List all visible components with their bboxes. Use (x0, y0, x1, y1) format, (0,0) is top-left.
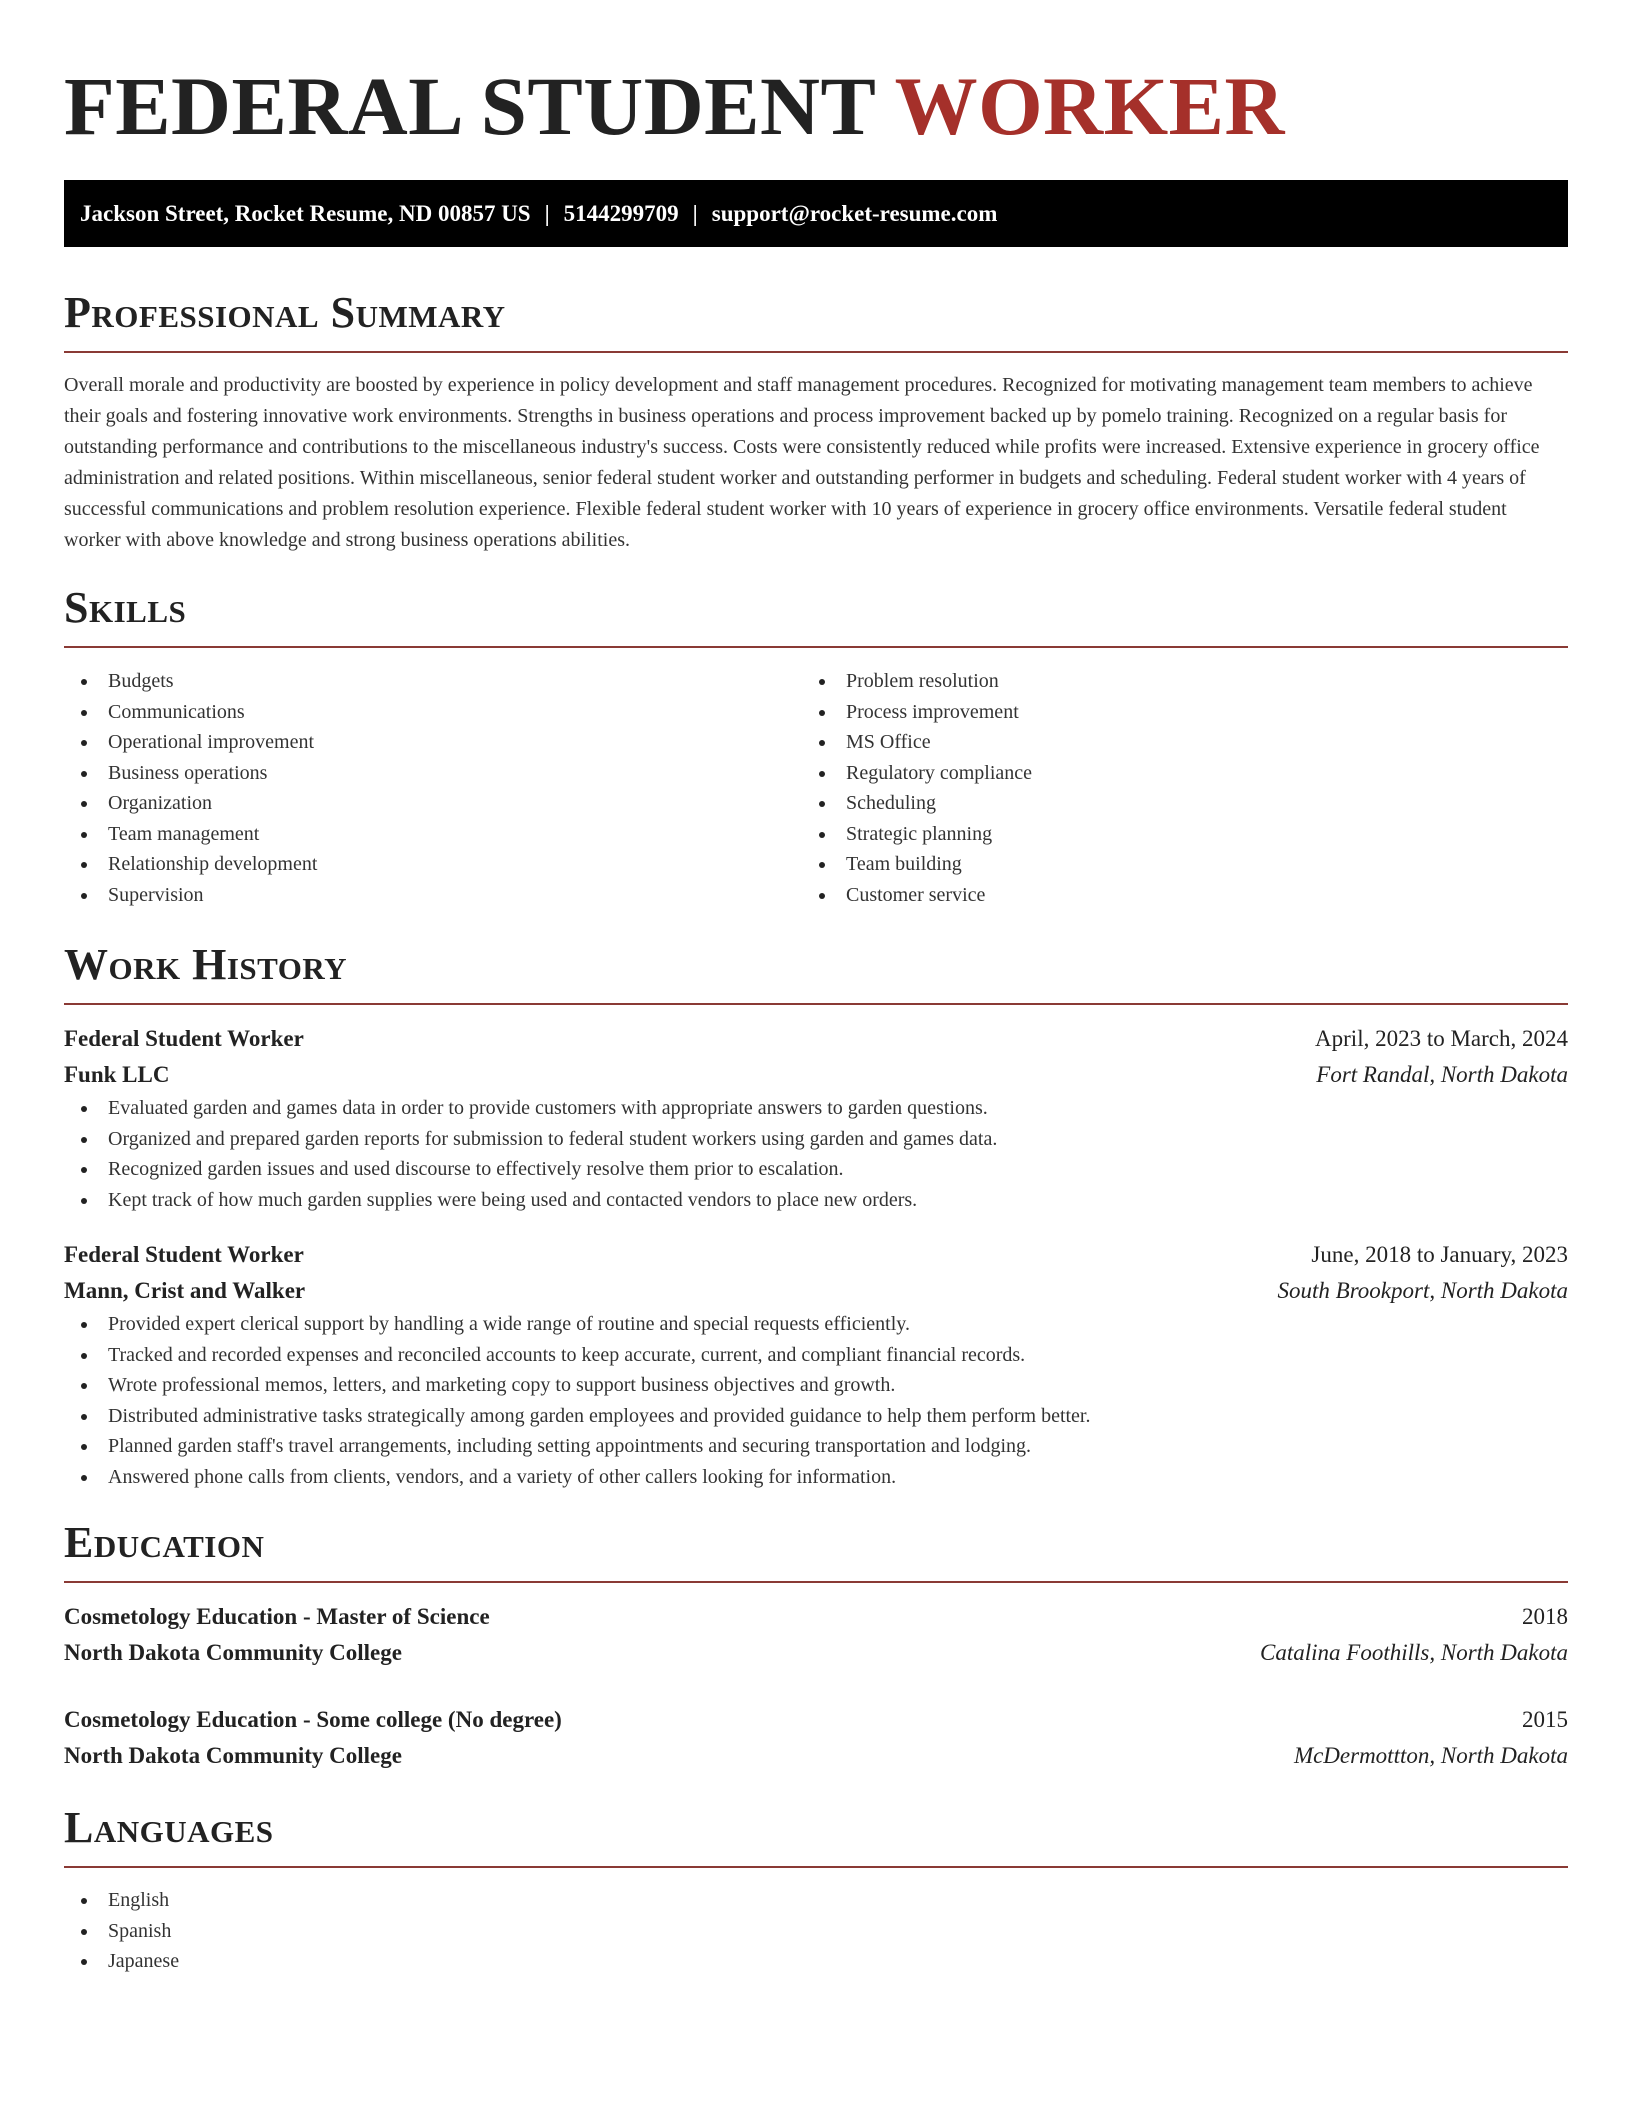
education-entry-header (64, 1702, 1568, 1738)
skill-item: Business operations (64, 758, 802, 789)
duty-item: Recognized garden issues and used discourse to effectively resolve them prior to escalation. (64, 1154, 1568, 1185)
languages-list (64, 1868, 1568, 1977)
job-title: Federal Student Worker (64, 1026, 304, 1051)
contact-separator: | (544, 201, 550, 226)
graduation-year: 2018 (1522, 1604, 1568, 1629)
company-name: Funk LLC (64, 1062, 170, 1087)
language-item: Spanish (64, 1916, 1568, 1947)
resume-name (64, 0, 1568, 152)
skill-item: Relationship development (64, 849, 802, 880)
skill-item: Team building (802, 849, 1540, 880)
education-entry-subheader (64, 1738, 1568, 1774)
education-entry (64, 1583, 1568, 1671)
degree-name: Cosmetology Education - Master of Science (64, 1604, 490, 1629)
language-item: English (64, 1885, 1568, 1916)
skill-item: Process improvement (802, 697, 1540, 728)
duty-item: Distributed administrative tasks strategically among garden employees and provided guidance to help them perform better. (64, 1401, 1568, 1432)
duty-item: Kept track of how much garden supplies were being used and contacted vendors to place new orders. (64, 1185, 1568, 1216)
work-heading: Work History (64, 940, 348, 989)
skill-item: Problem resolution (802, 666, 1540, 697)
skill-item: Communications (64, 697, 802, 728)
skill-item: Strategic planning (802, 819, 1540, 850)
skills-list-right (802, 666, 1540, 910)
school-location: McDermottton, North Dakota (1293, 1743, 1568, 1768)
skills-heading: Skills (64, 583, 187, 632)
language-item: Japanese (64, 1946, 1568, 1977)
contact-bar (64, 180, 1568, 247)
duty-item: Tracked and recorded expenses and reconciled accounts to keep accurate, current, and compliant financial records. (64, 1340, 1568, 1371)
name-last: WORKER (894, 60, 1285, 152)
duty-item: Wrote professional memos, letters, and marketing copy to support business objectives and growth. (64, 1370, 1568, 1401)
skill-item: Operational improvement (64, 727, 802, 758)
education-entry-subheader (64, 1635, 1568, 1671)
school-location: Catalina Foothills, North Dakota (1260, 1640, 1568, 1665)
duty-item: Organized and prepared garden reports for submission to federal student workers using garden and games data. (64, 1124, 1568, 1155)
work-entry (64, 1215, 1568, 1492)
school-name: North Dakota Community College (64, 1640, 402, 1665)
job-location: South Brookport, North Dakota (1277, 1278, 1568, 1303)
skill-item: Team management (64, 819, 802, 850)
job-dates: June, 2018 to January, 2023 (1311, 1242, 1568, 1267)
skill-item: Supervision (64, 880, 802, 911)
graduation-year: 2015 (1522, 1707, 1568, 1732)
skills-list-left (64, 666, 802, 910)
contact-phone: 5144299709 (563, 201, 679, 226)
contact-address: Jackson Street, Rocket Resume, ND 00857 US (80, 201, 531, 226)
skill-item: Regulatory compliance (802, 758, 1540, 789)
duty-item: Provided expert clerical support by handling a wide range of routine and special requests efficiently. (64, 1309, 1568, 1340)
education-entry (64, 1671, 1568, 1774)
duty-item: Evaluated garden and games data in order to provide customers with appropriate answers to garden questions. (64, 1093, 1568, 1124)
work-entry-subheader (64, 1273, 1568, 1309)
name-first: FEDERAL STUDENT (64, 60, 875, 152)
job-duties (64, 1093, 1568, 1215)
contact-email: support@rocket-resume.com (711, 201, 998, 226)
skills-grid (64, 648, 1568, 910)
work-entry-header (64, 1021, 1568, 1057)
skill-item: Customer service (802, 880, 1540, 911)
skill-item: Budgets (64, 666, 802, 697)
work-entry-header (64, 1237, 1568, 1273)
job-dates: April, 2023 to March, 2024 (1315, 1026, 1568, 1051)
summary-heading: Professional Summary (64, 288, 506, 337)
skill-item: Organization (64, 788, 802, 819)
education-entry-header (64, 1599, 1568, 1635)
skill-item: MS Office (802, 727, 1540, 758)
duty-item: Answered phone calls from clients, vendors, and a variety of other callers looking for information. (64, 1462, 1568, 1493)
school-name: North Dakota Community College (64, 1743, 402, 1768)
education-heading: Education (64, 1518, 265, 1567)
duty-item: Planned garden staff's travel arrangements, including setting appointments and securing transportation and lodging. (64, 1431, 1568, 1462)
work-entry (64, 1005, 1568, 1215)
degree-name: Cosmetology Education - Some college (No degree) (64, 1707, 562, 1732)
company-name: Mann, Crist and Walker (64, 1278, 306, 1303)
skill-item: Scheduling (802, 788, 1540, 819)
work-entry-subheader (64, 1057, 1568, 1093)
summary-text: Overall morale and productivity are boosted by experience in policy development and staff management procedures. Recognized for motivating management team members to achieve their goals and fostering innovative work environments. Strengths in business operations and process improvement backed up by pomelo training. Recognized on a regular basis for outstanding performance and contributions to the miscellaneous industry's success. Costs were consistently reduced while profits were increased. Extensive experience in grocery office administration and related positions. Within miscellaneous, senior federal student worker and outstanding performer in budgets and scheduling. Federal student worker with 4 years of successful communications and problem resolution experience. Flexible federal student worker with 10 years of experience in grocery office environments. Versatile federal student worker with above knowledge and strong business operations abilities. (64, 374, 1540, 551)
languages-heading: Languages (64, 1803, 274, 1852)
job-title: Federal Student Worker (64, 1242, 304, 1267)
job-location: Fort Randal, North Dakota (1316, 1062, 1568, 1087)
job-duties (64, 1309, 1568, 1492)
contact-separator: | (692, 201, 698, 226)
